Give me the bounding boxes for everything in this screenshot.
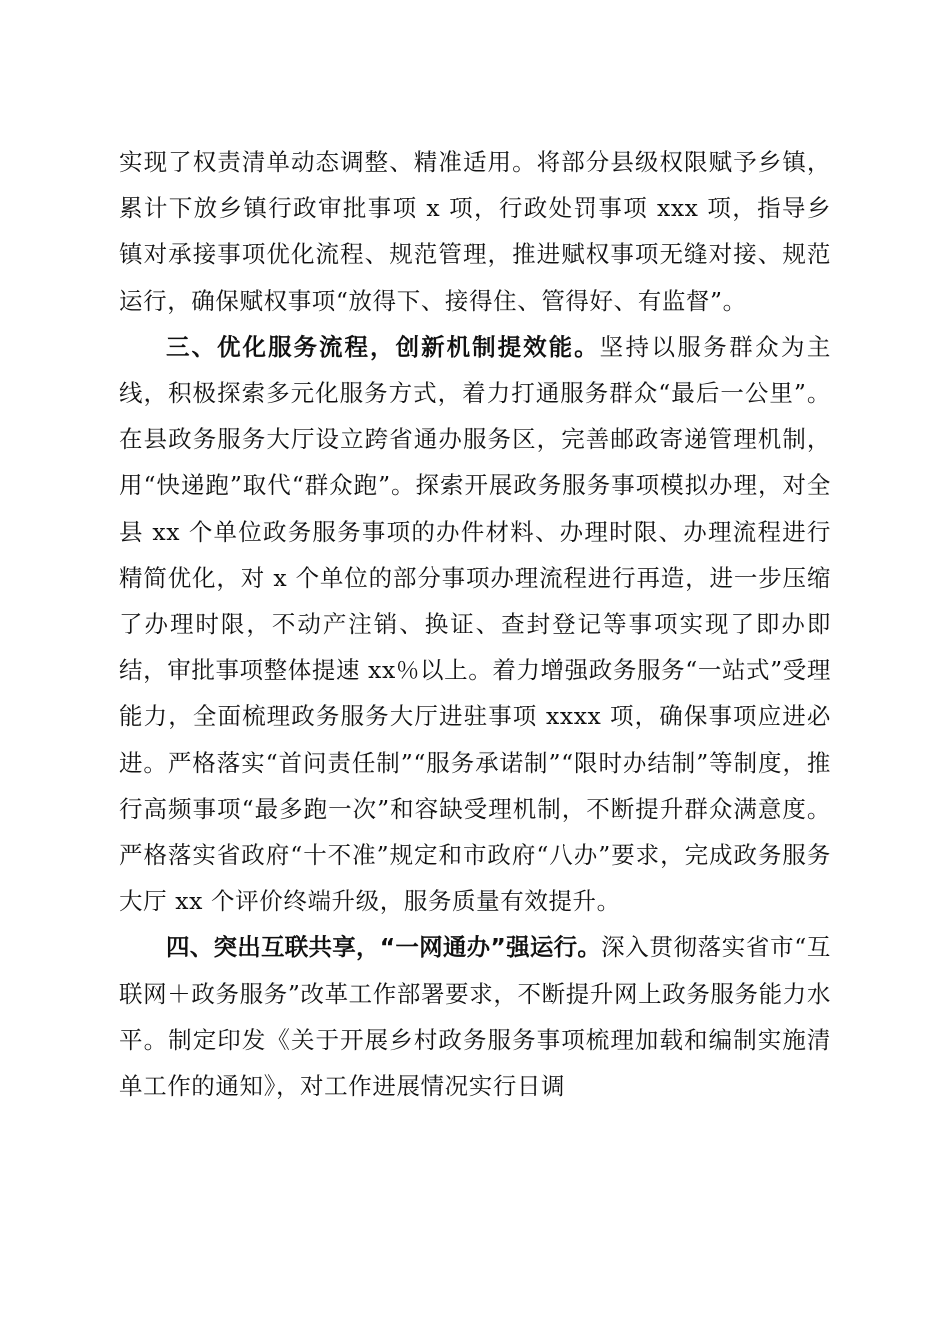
- section-heading-4: 四、突出互联共享，“一网通办”强运行。: [166, 933, 602, 962]
- document-body: [119, 139, 831, 1109]
- paragraph-1: [119, 139, 831, 324]
- paragraph-1-text: 实现了权责清单动态调整、精准适用。将部分县级权限赋予乡镇，累计下放乡镇行政审批事项 x 项，行政处罚事项 xxx 项，指导乡镇对承接事项优化流程、规范管理，推进赋权事项无缝对接、规范运行，确保赋权事项“放得下、接得住、管得好、有监督”。: [119, 148, 831, 315]
- paragraph-4: [119, 924, 831, 1109]
- paragraph-3-text: 坚持以服务群众为主线，积极探索多元化服务方式，着力打通服务群众“最后一公里”。在县政务服务大厅设立跨省通办服务区，完善邮政寄递管理机制，用“快递跑”取代“群众跑”。探索开展政务服务事项模拟办理，对全县 xx 个单位政务服务事项的办件材料、办理时限、办理流程进行精简优化，对 x 个单位的部分事项办理流程进行再造，进一步压缩了办理时限，不动产注销、换证、查封登记等事项实现了即办即结，审批事项整体提速 xx％以上。着力增强政务服务“一站式”受理能力，全面梳理政务服务大厅进驻事项 xxxx 项，确保事项应进必进。严格落实“首问责任制”“服务承诺制”“限时办结制”等制度，推行高频事项“最多跑一次”和容缺受理机制，不断提升群众满意度。严格落实省政府“十不准”规定和市政府“八办”要求，完成政务服务大厅 xx 个评价终端升级，服务质量有效提升。: [119, 332, 832, 916]
- paragraph-4-text: 深入贯彻落实省市“互联网＋政务服务”改革工作部署要求，不断提升网上政务服务能力水平。制定印发《关于开展乡村政务服务事项梳理加载和编制实施清单工作的通知》，对工作进展情况实行日调: [119, 933, 831, 1101]
- paragraph-3: [119, 324, 831, 925]
- section-heading-3: 三、优化服务流程，创新机制提效能。: [166, 332, 600, 361]
